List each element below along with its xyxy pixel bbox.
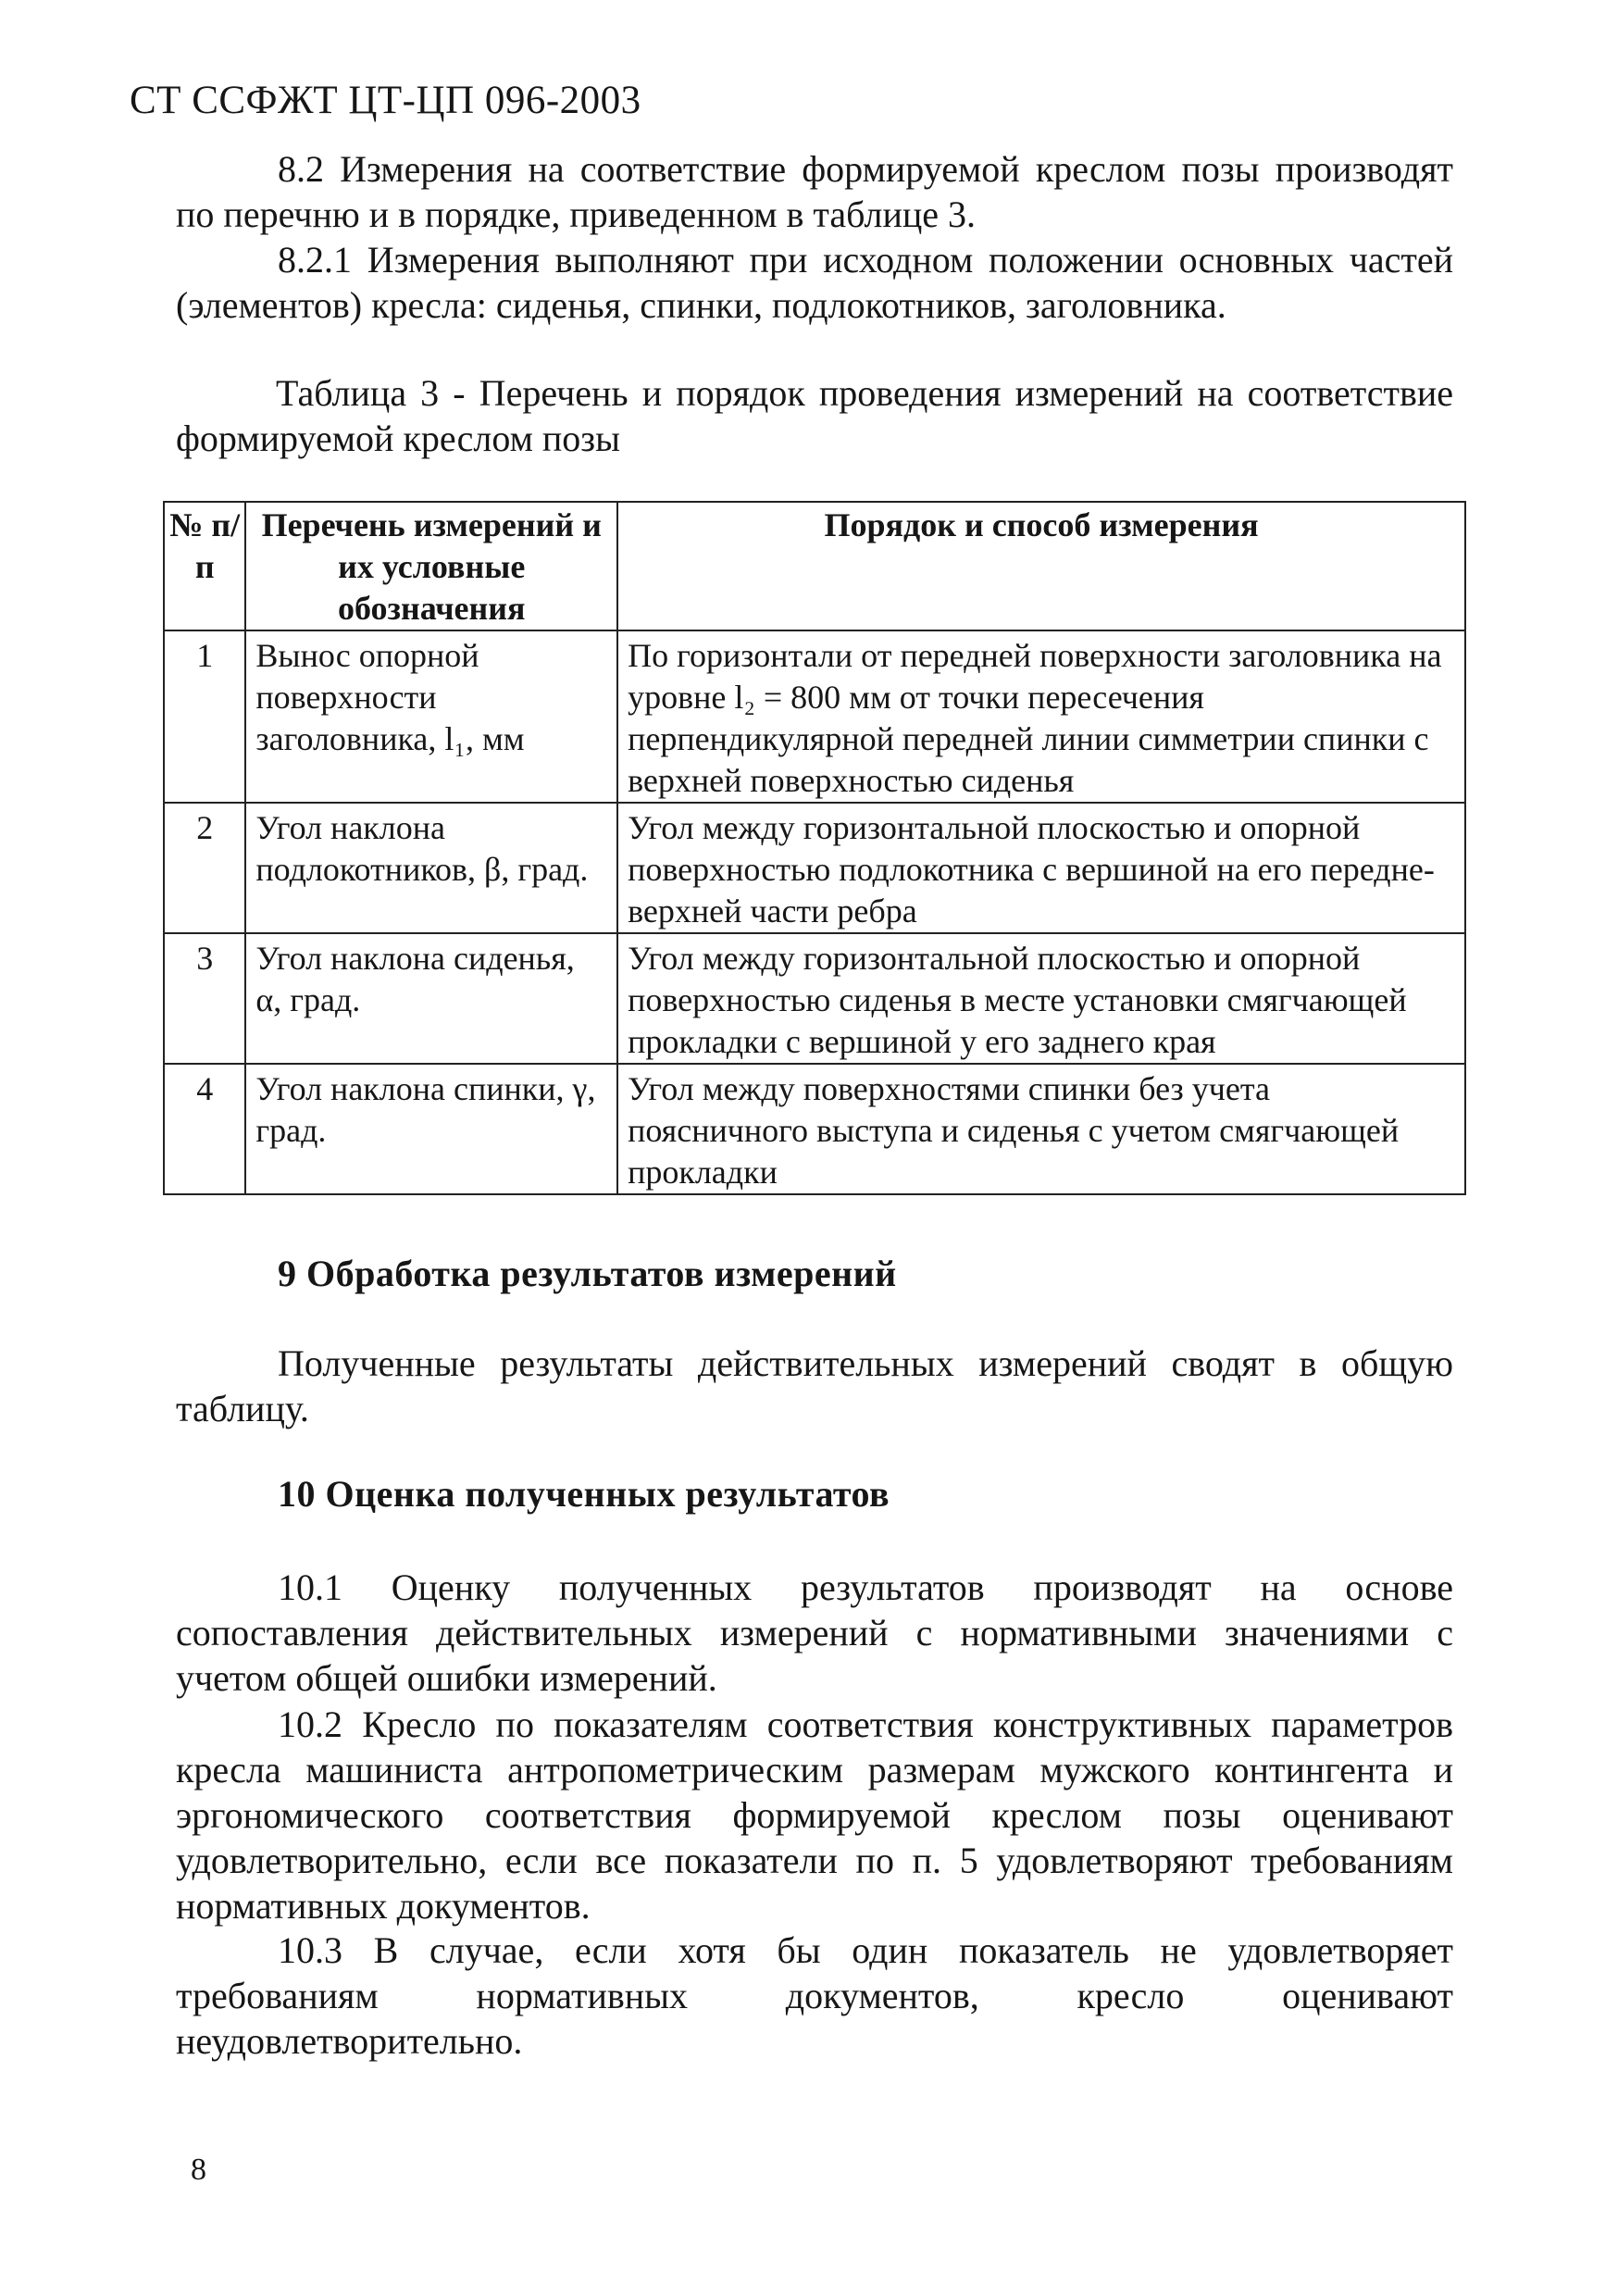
paragraph-10-1: 10.1 Оценку полученных результатов производят на основе сопоставления действительных измерений с нормативными значениями с учетом общей ошибки измерений. bbox=[176, 1566, 1453, 1699]
paragraph-8-2: 8.2 Измерения на соответствие формируемой креслом позы производят по перечню и в порядке, приведенном в таблице 3. bbox=[176, 148, 1453, 235]
row-number: 4 bbox=[164, 1064, 245, 1194]
row-measure: Угол наклона подлокотников, β, град. bbox=[245, 803, 617, 933]
paragraph-10-3: 10.3 В случае, если хотя бы один показатель не удовлетворяет требованиям нормативных документов, кресло оценивают неудовлетворительно. bbox=[176, 1929, 1453, 2062]
row-method: Угол между горизонтальной плоскостью и опорной поверхностью сиденья в месте установки смягчающей прокладки с вершиной у его заднего края bbox=[617, 933, 1465, 1064]
row-method: Угол между горизонтальной плоскостью и опорной поверхностью подлокотника с вершиной на его передне-верхней части ребра bbox=[617, 803, 1465, 933]
paragraph-10-2: 10.2 Кресло по показателям соответствия конструктивных параметров кресла машиниста антропометрическим размерам мужского контингента и эргономического соответствия формируемой креслом позы оценивают удовлетворительно, если все показатели по п. 5 удовлетворяют требованиям нормативных документов. bbox=[176, 1703, 1453, 1927]
table-caption: Таблица 3 - Перечень и порядок проведения измерений на соответствие формируемой креслом позы bbox=[176, 372, 1453, 459]
row-measure: Вынос опорной поверхности заголовника, l₁, мм bbox=[245, 630, 617, 803]
table-row bbox=[164, 1064, 1465, 1194]
paragraph-8-2-1: 8.2.1 Измерения выполняют при исходном положении основных частей (элементов) кресла: сиденья, спинки, подлокотников, заголовника. bbox=[176, 239, 1453, 326]
measurements-table bbox=[163, 501, 1466, 1195]
section-10-heading: 10 Оценка полученных результатов bbox=[278, 1473, 890, 1515]
row-measure: Угол наклона спинки, γ, град. bbox=[245, 1064, 617, 1194]
table-row bbox=[164, 933, 1465, 1064]
row-number: 2 bbox=[164, 803, 245, 933]
document-code-header: СТ ССФЖТ ЦТ-ЦП 096-2003 bbox=[130, 79, 641, 122]
row-measure: Угол наклона сиденья, α, град. bbox=[245, 933, 617, 1064]
table-header-row bbox=[164, 502, 1465, 630]
header-number: № п/п bbox=[164, 502, 245, 630]
header-measure: Перечень измерений и их условные обозначения bbox=[245, 502, 617, 630]
table-row bbox=[164, 630, 1465, 803]
page-number: 8 bbox=[191, 2152, 206, 2187]
section-9-heading: 9 Обработка результатов измерений bbox=[278, 1253, 897, 1294]
row-number: 3 bbox=[164, 933, 245, 1064]
row-method: По горизонтали от передней поверхности заголовника на уровне l₂ = 800 мм от точки пересечения перпендикулярной передней линии симметрии спинки с верхней поверхностью сиденья bbox=[617, 630, 1465, 803]
header-method: Порядок и способ измерения bbox=[617, 502, 1465, 630]
row-method: Угол между поверхностями спинки без учета поясничного выступа и сиденья с учетом смягчающей прокладки bbox=[617, 1064, 1465, 1194]
section-9-text: Полученные результаты действительных измерений сводят в общую таблицу. bbox=[176, 1342, 1453, 1429]
row-number: 1 bbox=[164, 630, 245, 803]
table-row bbox=[164, 803, 1465, 933]
